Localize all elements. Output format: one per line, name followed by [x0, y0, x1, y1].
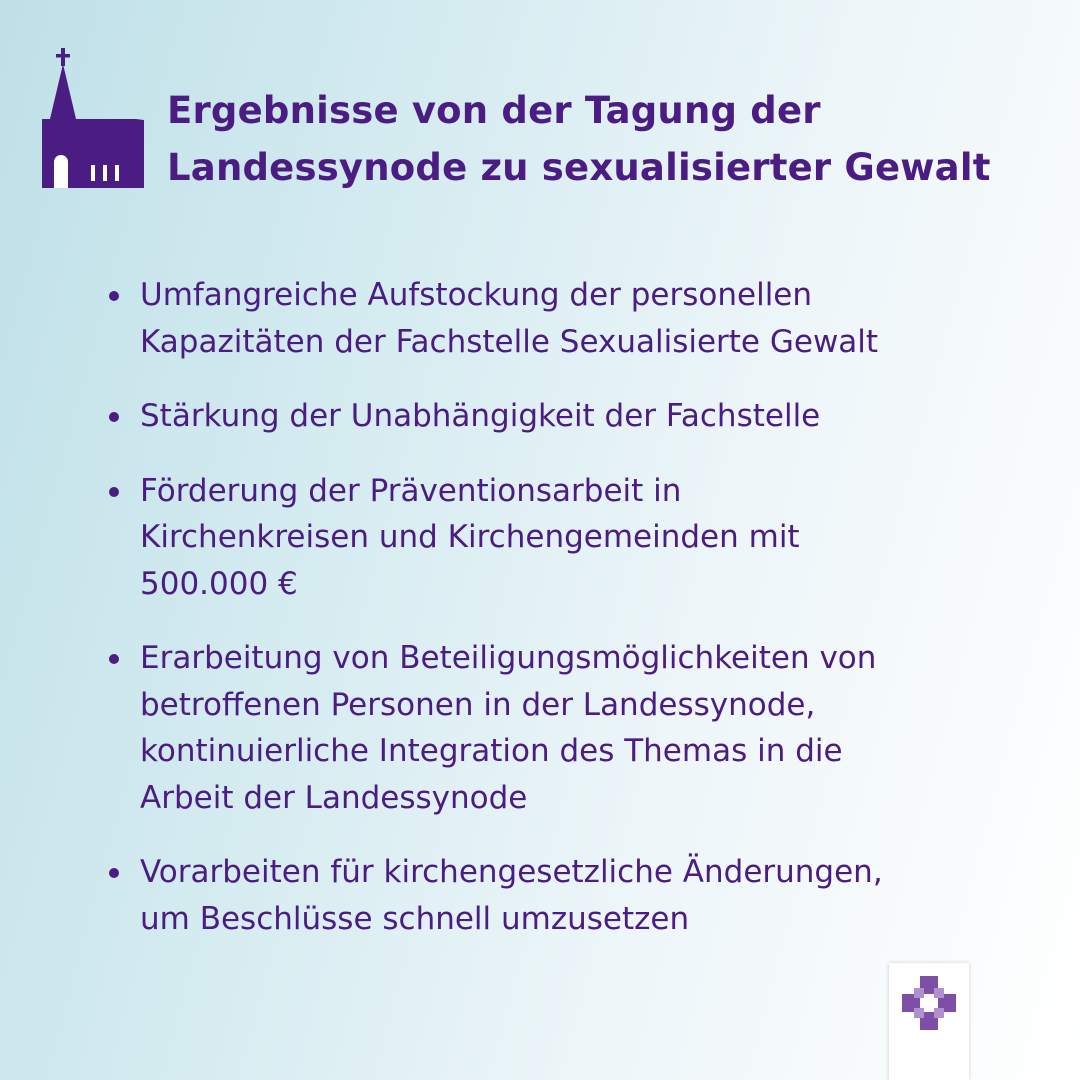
list-item	[105, 635, 965, 821]
bullet-dot-icon	[109, 654, 119, 664]
list-item-line: Erarbeitung von Beteiligungsmöglichkeiten von	[140, 640, 877, 676]
list-item	[105, 468, 965, 608]
list-item-line: betroffenen Personen in der Landessynode,	[140, 686, 816, 723]
list-item-line: um Beschlüsse schnell umzusetzen	[140, 900, 690, 937]
church-icon	[42, 48, 144, 188]
bullet-dot-icon	[109, 291, 119, 301]
list-item-line: Kapazitäten der Fachstelle Sexualisierte Gewalt	[140, 323, 879, 360]
list-item-line: Kirchenkreisen und Kirchengemeinden mit	[140, 519, 800, 555]
title-line: Landessynode zu sexualisierter Gewalt	[167, 146, 991, 189]
cross-logo-icon	[900, 974, 958, 1032]
list-item-line: Vorarbeiten für kirchengesetzliche Änderungen,	[140, 854, 883, 890]
list-item	[105, 272, 965, 365]
list-item-line: Arbeit der Landessynode	[140, 779, 528, 816]
list-item-line: Förderung der Präventionsarbeit in	[140, 472, 682, 509]
title-line: Ergebnisse von der Tagung der	[167, 89, 821, 132]
bullet-dot-icon	[109, 487, 119, 497]
list-item-line: 500.000 €	[140, 565, 298, 602]
list-item	[105, 393, 965, 440]
list-item	[105, 849, 965, 942]
list-item-line: kontinuierliche Integration des Themas in die	[140, 733, 843, 769]
list-item-line: Stärkung der Unabhängigkeit der Fachstelle	[140, 398, 821, 434]
list-item-line: Umfangreiche Aufstockung der personellen	[140, 277, 813, 313]
page-title	[167, 82, 1047, 196]
bullet-dot-icon	[109, 412, 119, 422]
logo-badge	[889, 963, 969, 1080]
bullet-dot-icon	[109, 868, 119, 878]
results-list	[105, 272, 965, 970]
